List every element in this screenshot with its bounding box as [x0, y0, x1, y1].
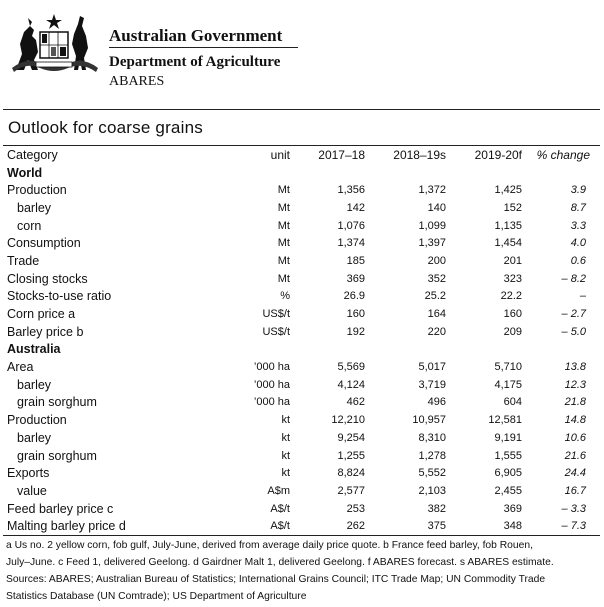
row-unit: US$/t — [262, 325, 290, 338]
row-unit: Mt — [277, 254, 290, 267]
row-value-2017-18 — [294, 341, 369, 359]
row-unit: A$/t — [270, 502, 290, 515]
row-category: World — [7, 165, 43, 180]
row-value-2017-18 — [294, 164, 369, 182]
row-value-2019-20: 201 — [503, 254, 522, 267]
table-row — [3, 482, 600, 500]
row-value-2018-19: 10,957 — [412, 414, 446, 427]
coat-of-arms-logo — [8, 10, 100, 76]
col-header-2018-19: 2018–19s — [393, 147, 446, 162]
row-percent-change: – 5.0 — [561, 325, 586, 338]
row-category: Malting barley price d — [7, 519, 126, 534]
row-unit: A$m — [267, 484, 290, 497]
row-unit: ’000 ha — [253, 396, 290, 409]
row-value-2019-20: 1,135 — [494, 219, 522, 232]
row-value-2019-20: 4,175 — [494, 378, 522, 391]
row-category: Trade — [7, 253, 40, 268]
row-unit: kt — [281, 414, 290, 427]
row-percent-change: 4.0 — [570, 237, 586, 250]
row-value-2019-20: 1,555 — [494, 449, 522, 462]
row-percent-change: 8.7 — [570, 201, 586, 214]
row-unit: kt — [281, 449, 290, 462]
row-value-2018-19 — [369, 164, 450, 182]
row-category: value — [17, 483, 47, 498]
table-row — [3, 323, 600, 341]
row-percent-change: 24.4 — [564, 467, 586, 480]
col-header-2019-20: 2019-20f — [474, 147, 522, 162]
row-category: Australia — [7, 342, 61, 357]
row-value-2017-18: 369 — [346, 272, 365, 285]
table-row — [3, 199, 600, 217]
footnote-line: Sources: ABARES; Australian Bureau of Statistics; International Grains Council; ITC Trade Map; UN Commodity Trade — [6, 574, 546, 585]
row-percent-change: 21.8 — [564, 396, 586, 409]
row-percent-change: 10.6 — [564, 431, 586, 444]
row-value-2019-20: 2,455 — [494, 484, 522, 497]
row-value-2018-19: 200 — [427, 254, 446, 267]
department-name: Department of Agriculture — [109, 54, 281, 70]
table-row — [3, 234, 600, 252]
row-value-2019-20: 1,425 — [494, 184, 522, 197]
row-unit: kt — [281, 431, 290, 444]
row-unit: Mt — [277, 201, 290, 214]
row-value-2017-18: 1,076 — [337, 219, 365, 232]
row-value-2018-19: 164 — [427, 308, 446, 321]
row-value-2017-18: 9,254 — [337, 431, 365, 444]
row-percent-change: – 2.7 — [561, 308, 586, 321]
footnote-line: Statistics Database (UN Comtrade); US Department of Agriculture — [6, 591, 307, 602]
col-header-change: % change — [536, 147, 590, 162]
row-value-2018-19: 1,099 — [418, 219, 446, 232]
footnote-line: a Us no. 2 yellow corn, fob gulf, July-June, derived from average daily price quote. b France feed barley, fob Rouen, — [6, 540, 533, 551]
footnote-rule — [3, 535, 600, 536]
row-value-2017-18: 4,124 — [337, 378, 365, 391]
row-value-2019-20 — [450, 341, 526, 359]
row-unit — [173, 164, 294, 182]
row-value-2019-20: 9,191 — [494, 431, 522, 444]
row-value-2019-20: 12,581 — [488, 414, 522, 427]
row-value-2019-20: 152 — [503, 201, 522, 214]
row-value-2018-19: 25.2 — [424, 290, 446, 303]
row-value-2018-19: 5,017 — [418, 361, 446, 374]
row-percent-change: 3.9 — [570, 184, 586, 197]
row-unit: Mt — [277, 237, 290, 250]
row-percent-change: 0.6 — [570, 254, 586, 267]
row-value-2018-19: 140 — [427, 201, 446, 214]
row-value-2019-20: 22.2 — [500, 290, 522, 303]
row-value-2019-20: 348 — [503, 520, 522, 533]
col-header-category: Category — [7, 147, 58, 162]
col-header-2017-18: 2017–18 — [318, 147, 365, 162]
row-value-2018-19: 1,278 — [418, 449, 446, 462]
row-value-2018-19: 496 — [427, 396, 446, 409]
row-value-2017-18: 1,374 — [337, 237, 365, 250]
footnotes — [6, 537, 600, 605]
row-unit: % — [280, 290, 290, 303]
row-percent-change: – — [579, 290, 586, 303]
row-category: Production — [7, 183, 67, 198]
row-percent-change: 12.3 — [564, 378, 586, 391]
row-value-2019-20: 160 — [503, 308, 522, 321]
row-value-2019-20: 6,905 — [494, 467, 522, 480]
government-name: Australian Government — [109, 26, 283, 45]
row-unit: Mt — [277, 272, 290, 285]
row-value-2019-20: 323 — [503, 272, 522, 285]
row-value-2017-18: 1,356 — [337, 184, 365, 197]
row-category: Area — [7, 360, 34, 375]
row-percent-change: 16.7 — [564, 484, 586, 497]
row-value-2018-19: 382 — [427, 502, 446, 515]
row-value-2017-18: 192 — [346, 325, 365, 338]
table-row — [3, 181, 600, 199]
row-value-2017-18: 462 — [346, 396, 365, 409]
table-row — [3, 464, 600, 482]
table-row — [3, 305, 600, 323]
row-value-2018-19: 220 — [427, 325, 446, 338]
row-category: grain sorghum — [17, 448, 97, 463]
row-percent-change: 3.3 — [570, 219, 586, 232]
row-value-2018-19: 5,552 — [418, 467, 446, 480]
row-value-2017-18: 253 — [346, 502, 365, 515]
row-value-2019-20: 1,454 — [494, 237, 522, 250]
row-percent-change: 14.8 — [564, 414, 586, 427]
row-value-2017-18: 160 — [346, 308, 365, 321]
row-value-2019-20: 209 — [503, 325, 522, 338]
row-percent-change: – 8.2 — [561, 272, 586, 285]
row-value-2018-19 — [369, 341, 450, 359]
row-unit: US$/t — [262, 308, 290, 321]
table-row — [3, 164, 600, 182]
row-value-2017-18: 1,255 — [337, 449, 365, 462]
table-body — [3, 164, 600, 535]
col-header-unit: unit — [270, 147, 290, 162]
row-unit: ’000 ha — [253, 361, 290, 374]
row-category: Feed barley price c — [7, 501, 114, 516]
row-percent-change: – 3.3 — [561, 502, 586, 515]
table-header-row — [3, 146, 600, 164]
row-value-2017-18: 142 — [346, 201, 365, 214]
row-value-2018-19: 8,310 — [418, 431, 446, 444]
row-value-2017-18: 12,210 — [331, 414, 365, 427]
row-value-2017-18: 262 — [346, 520, 365, 533]
agency-name: ABARES — [109, 74, 165, 89]
table-row — [3, 500, 600, 518]
row-unit: kt — [281, 467, 290, 480]
row-value-2017-18: 5,569 — [337, 361, 365, 374]
row-percent-change: 21.6 — [564, 449, 586, 462]
row-value-2019-20 — [450, 164, 526, 182]
row-percent-change: – 7.3 — [561, 520, 586, 533]
row-unit: A$/t — [270, 520, 290, 533]
row-category: Stocks-to-use ratio — [7, 289, 112, 304]
row-category: Production — [7, 413, 67, 428]
row-category: corn — [17, 218, 42, 233]
row-category: Barley price b — [7, 324, 84, 339]
table-row — [3, 252, 600, 270]
row-category: Closing stocks — [7, 271, 88, 286]
row-value-2019-20: 604 — [503, 396, 522, 409]
table-row — [3, 447, 600, 465]
table-row — [3, 217, 600, 235]
row-unit: ’000 ha — [253, 378, 290, 391]
row-category: Exports — [7, 466, 50, 481]
row-category: Consumption — [7, 236, 81, 251]
row-unit — [173, 341, 294, 359]
row-unit: Mt — [277, 219, 290, 232]
table-row — [3, 517, 600, 535]
table-row — [3, 270, 600, 288]
row-value-2018-19: 1,397 — [418, 237, 446, 250]
row-category: Corn price a — [7, 307, 76, 322]
table-row — [3, 376, 600, 394]
table-row — [3, 411, 600, 429]
header — [0, 0, 604, 110]
row-value-2017-18: 2,577 — [337, 484, 365, 497]
table-row — [3, 288, 600, 306]
page-title: Outlook for coarse grains — [8, 118, 203, 137]
row-value-2018-19: 375 — [427, 520, 446, 533]
header-divider — [109, 47, 298, 48]
row-value-2018-19: 2,103 — [418, 484, 446, 497]
row-category: barley — [17, 377, 52, 392]
footnote-line: July–June. c Feed 1, delivered Geelong. d Gairdner Malt 1, delivered Geelong. f ABARES forecast. s ABARES estimate. — [6, 557, 554, 568]
table-row — [3, 394, 600, 412]
top-rule — [3, 109, 600, 110]
row-category: grain sorghum — [17, 395, 97, 410]
row-value-2019-20: 5,710 — [494, 361, 522, 374]
row-percent-change: 13.8 — [564, 361, 586, 374]
table-row — [3, 429, 600, 447]
row-value-2017-18: 185 — [346, 254, 365, 267]
table-row — [3, 341, 600, 359]
row-value-2018-19: 352 — [427, 272, 446, 285]
table-row — [3, 358, 600, 376]
row-category: barley — [17, 430, 52, 445]
row-value-2017-18: 8,824 — [337, 467, 365, 480]
row-value-2017-18: 26.9 — [343, 290, 365, 303]
row-category: barley — [17, 200, 52, 215]
row-percent-change — [526, 341, 600, 359]
row-unit: Mt — [277, 184, 290, 197]
row-value-2019-20: 369 — [503, 502, 522, 515]
row-percent-change — [526, 164, 600, 182]
row-value-2018-19: 3,719 — [418, 378, 446, 391]
row-value-2018-19: 1,372 — [418, 184, 446, 197]
coarse-grains-table — [3, 146, 600, 535]
